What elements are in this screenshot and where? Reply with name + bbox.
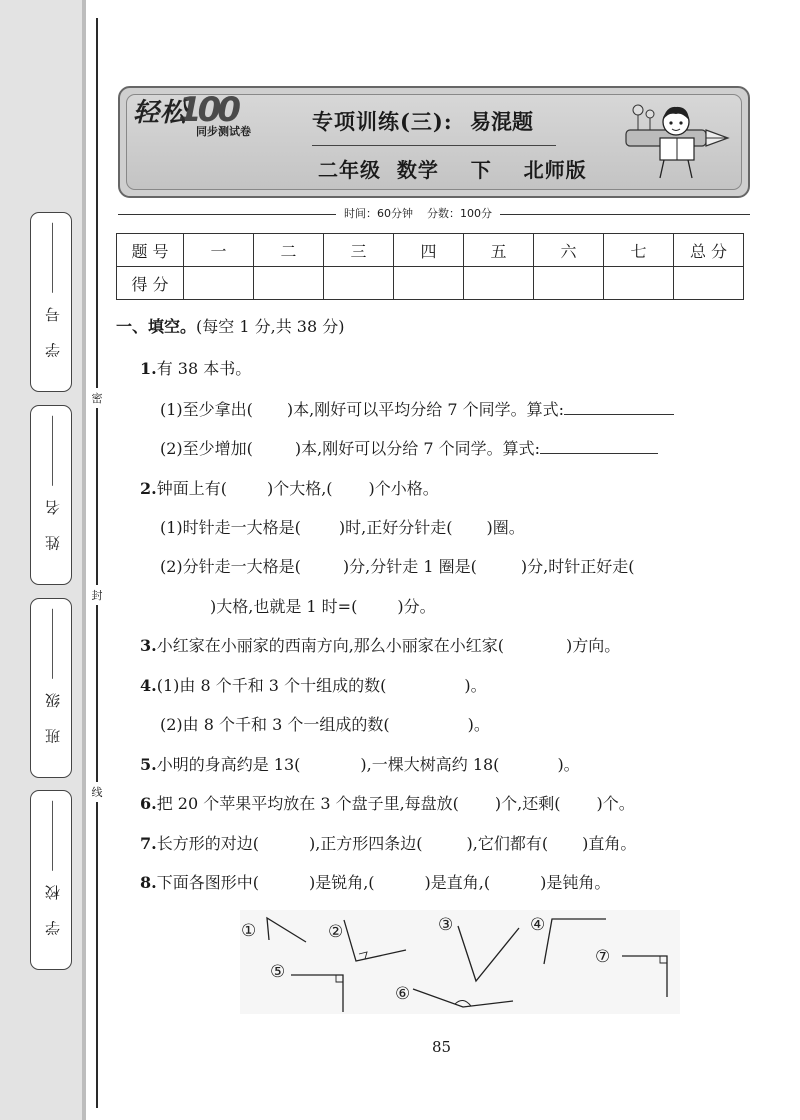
question-6: 6.把 20 个苹果平均放在 3 个盘子里,每盘放( )个,还剩( )个。 xyxy=(140,794,635,813)
answer-blank[interactable] xyxy=(504,637,566,651)
score-cell[interactable] xyxy=(604,267,674,300)
answer-blank[interactable] xyxy=(423,835,467,849)
angle-label-4: ④ xyxy=(530,915,546,935)
answer-blank[interactable] xyxy=(453,519,487,533)
question-7: 7.长方形的对边( ),正方形四条边( ),它们都有( )直角。 xyxy=(140,834,637,853)
answer-blank[interactable] xyxy=(357,598,397,612)
cut-mark-line: 线 xyxy=(90,782,104,802)
answer-blank[interactable] xyxy=(253,401,287,415)
answer-blank[interactable] xyxy=(390,716,468,730)
table-header-cell: 二 xyxy=(254,234,324,267)
section-heading: 一、填空。 xyxy=(116,317,197,336)
angle-label-2: ② xyxy=(328,922,344,942)
score-table-score-row xyxy=(117,267,744,300)
table-header-cell: 题 号 xyxy=(117,234,184,267)
header-divider xyxy=(312,145,556,146)
angle-label-1: ① xyxy=(241,921,257,941)
question-2-2-cont: )大格,也就是 1 时=( )分。 xyxy=(210,597,436,616)
question-5: 5.小明的身高约是 13( ),一棵大树高约 18( )。 xyxy=(140,755,580,774)
boy-icon xyxy=(660,107,694,178)
formula-blank[interactable] xyxy=(540,439,658,454)
score-cell[interactable] xyxy=(464,267,534,300)
table-header-cell: 三 xyxy=(324,234,394,267)
score-cell[interactable] xyxy=(674,267,744,300)
angle-label-3: ③ xyxy=(438,915,454,935)
student-name-field[interactable] xyxy=(30,405,72,585)
school-label: 学 校 xyxy=(44,877,62,936)
answer-blank[interactable] xyxy=(301,558,343,572)
table-header-cell: 总 分 xyxy=(674,234,744,267)
student-name-label: 姓 名 xyxy=(44,492,62,551)
question-1-1: (1)至少拿出( )本,刚好可以平均分给 7 个同学。算式: xyxy=(160,397,674,420)
score-cell[interactable] xyxy=(394,267,464,300)
question-4-2: (2)由 8 个千和 3 个一组成的数( )。 xyxy=(160,715,490,734)
answer-blank[interactable] xyxy=(499,756,557,770)
student-number-label: 学 号 xyxy=(44,299,62,358)
cut-mark-close: 封 xyxy=(90,585,104,605)
score-cell[interactable] xyxy=(254,267,324,300)
answer-blank[interactable] xyxy=(561,795,597,809)
question-2-1: (1)时针走一大格是( )时,正好分针走( )圈。 xyxy=(160,518,525,537)
table-header-cell: 七 xyxy=(604,234,674,267)
student-number-field[interactable] xyxy=(30,212,72,392)
answer-blank[interactable] xyxy=(253,440,295,454)
angle-label-5: ⑤ xyxy=(270,962,286,982)
class-field[interactable] xyxy=(30,598,72,778)
flower-icon xyxy=(633,105,654,130)
score-table-header-row xyxy=(117,234,744,267)
question-2: 2.钟面上有( )个大格,( )个小格。 xyxy=(140,479,439,498)
formula-blank[interactable] xyxy=(564,400,674,415)
table-header-cell: 六 xyxy=(534,234,604,267)
score-cell[interactable] xyxy=(324,267,394,300)
answer-blank[interactable] xyxy=(477,558,521,572)
brand-logo: 轻松 xyxy=(133,98,188,128)
table-header-cell: 四 xyxy=(394,234,464,267)
answer-blank[interactable] xyxy=(490,874,540,888)
section-note: (每空 1 分,共 38 分) xyxy=(196,317,345,336)
score-row-label: 得 分 xyxy=(117,267,184,300)
cut-mark-seal: 密 xyxy=(90,388,104,408)
answer-blank[interactable] xyxy=(386,677,464,691)
answer-blank[interactable] xyxy=(259,835,309,849)
score-table xyxy=(116,233,744,300)
answer-blank[interactable] xyxy=(301,519,339,533)
answer-blank[interactable] xyxy=(548,835,582,849)
worksheet-title: 专项训练(三): xyxy=(312,109,453,134)
margin-line xyxy=(96,18,98,1108)
score-cell[interactable] xyxy=(184,267,254,300)
school-field[interactable] xyxy=(30,790,72,970)
angle-label-7: ⑦ xyxy=(595,947,611,967)
mascot-illustration xyxy=(620,92,735,187)
answer-blank[interactable] xyxy=(333,480,369,494)
section-title xyxy=(116,314,344,337)
worksheet-topic: 易混题 xyxy=(470,109,533,134)
angle-label-6: ⑥ xyxy=(395,984,411,1004)
question-4-1: 4.(1)由 8 个千和 3 个十组成的数( )。 xyxy=(140,676,487,695)
brand-logo-number: 100 xyxy=(178,90,237,130)
grade-subject: 二年级 数学 下 北师版 xyxy=(318,158,587,182)
question-1: 1.有 38 本书。 xyxy=(140,359,252,378)
angle-figures xyxy=(236,908,686,1016)
answer-blank[interactable] xyxy=(259,874,309,888)
figure-background xyxy=(240,910,680,1014)
answer-blank[interactable] xyxy=(375,874,425,888)
page-number: 85 xyxy=(432,1038,452,1056)
score-cell[interactable] xyxy=(534,267,604,300)
answer-blank[interactable] xyxy=(459,795,495,809)
question-3: 3.小红家在小丽家的西南方向,那么小丽家在小红家( )方向。 xyxy=(140,636,621,655)
question-8: 8.下面各图形中( )是锐角,( )是直角,( )是钝角。 xyxy=(140,873,611,892)
table-header-cell: 五 xyxy=(464,234,534,267)
table-header-cell: 一 xyxy=(184,234,254,267)
time-score-info: 时间：60分钟 分数：100分 xyxy=(336,205,500,221)
question-1-2: (2)至少增加( )本,刚好可以分给 7 个同学。算式: xyxy=(160,436,658,459)
question-2-2: (2)分针走一大格是( )分,分针走 1 圈是( )分,时针正好走( xyxy=(160,557,635,576)
answer-blank[interactable] xyxy=(227,480,267,494)
brand-subtitle: 同步测试卷 xyxy=(196,125,251,138)
class-label: 班 级 xyxy=(44,685,62,744)
binding-strip-edge xyxy=(82,0,86,1120)
answer-blank[interactable] xyxy=(300,756,360,770)
